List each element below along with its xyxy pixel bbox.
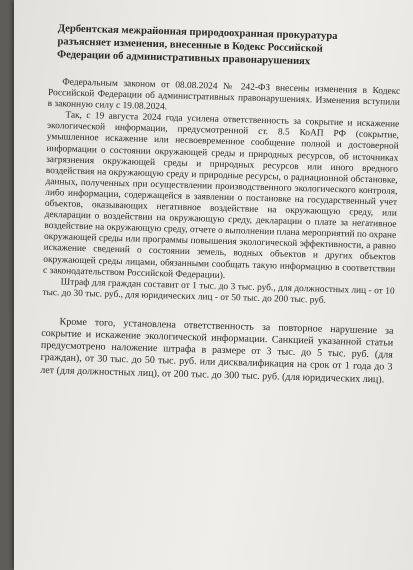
paragraph-fine: Штраф для граждан составит от 1 тыс. до 3 тыс. руб., для должностных лиц - от 10 тыс. до 30 тыс. руб., для юридических лиц - от 50 тыс. до 200 тыс. руб. [42,277,395,306]
paragraph-main: Так, с 19 августа 2024 года усилена ответственность за сокрытие и искажение экологической информации, предусмотренной ст. 8.5 КоАП РФ (сокрытие, умышленное искажение или несвоевременное сообщение полной и достоверной информации о состоянии окружающей среды и природных ресурсов, об источниках загрязнения окружающей среды и природных ресурсов или иного вредного воздействия на окружающую среду и природные ресурсы, о радиационной обстановке, данных, полученных при осуществлении производственного экологического контроля, либо информации, содержащейся в заявлении о постановке на государственный учет объектов, оказывающих негативное воздействие на окружающую среду, или декларации о воздействии на окружающую среду, декларации о плате за негативное воздействие на окружающую среду, отчете о выполнении плана мероприятий по охране окружающей среды или программы повышения экологической эффективности, а равно искажение сведений о состоянии земель, водных объектов и других объектов окружающей среды лицами, обязанными сообщать такую информацию в соответствии с законодательством Российской Федерации). [42,110,400,281]
paper-sheet [14,0,413,570]
document-body [40,22,402,387]
paragraph-intro: Федеральным законом от 08.08.2024 № 242-ФЗ внесены изменения в Кодекс Российской Федерации об административных правонарушениях. Изменения вступили в законную силу с 19.08.2024. [47,77,401,113]
paragraph-repeat: Кроме того, установлена ответственность за повторное нарушение за сокрытие и искажение экологической информации. Санкцией указанной статьи предусмотрено наложение штрафа в размере от 3 тыс. до 5 тыс. руб. (для граждан), от 30 тыс. до 50 тыс. руб. или дисквалификация на срок от 1 года до 3 лет (для должностных лиц), от 200 тыс. до 300 тыс. руб. (для юридических лиц). [40,316,394,386]
document-title: Дербентская межрайонная природоохранная прокуратура разъясняет изменения, внесенные в Кодекс Российской Федерации об административных правонарушениях [56,23,338,68]
